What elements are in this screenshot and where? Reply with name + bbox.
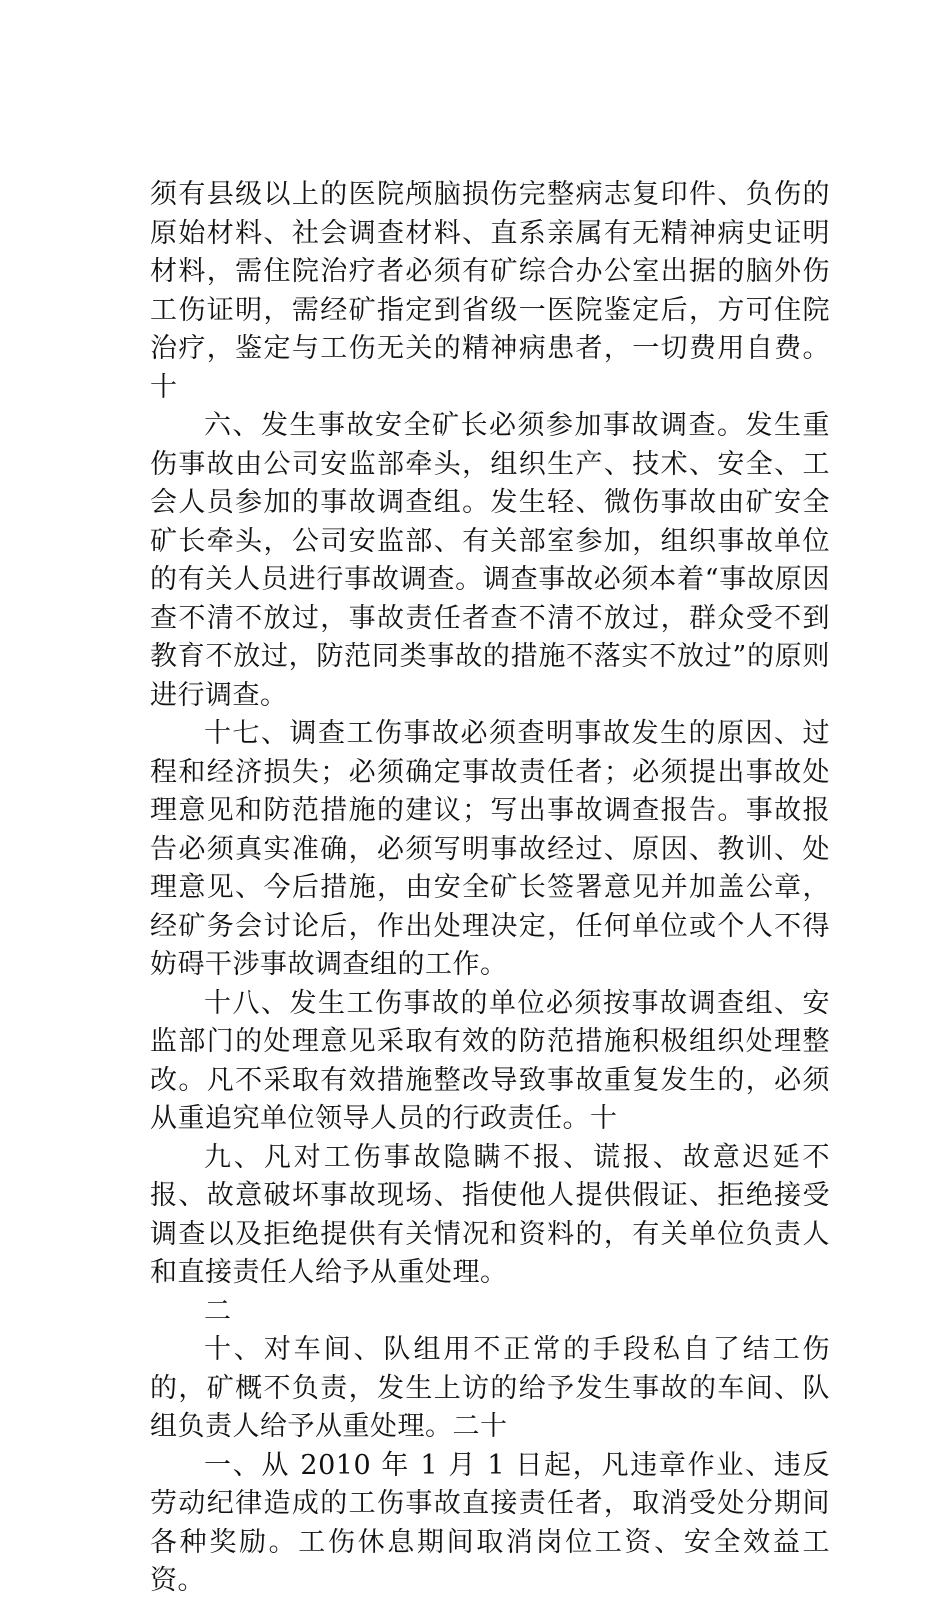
document-body bbox=[150, 176, 830, 1601]
paragraph-article-19: 九、凡对工伤事故隐瞒不报、谎报、故意迟延不报、故意破坏事故现场、指使他人提供假证、拒绝接受调查以及拒绝提供有关情况和资料的，有关单位负责人和直接责任人给予从重处理。 bbox=[150, 1141, 830, 1288]
paragraph-continuation: 须有县级以上的医院颅脑损伤完整病志复印件、负伤的原始材料、社会调查材料、直系亲属有无精神病史证明材料，需住院治疗者必须有矿综合办公室出据的脑外伤工伤证明，需经矿指定到省级一医院鉴定后，方可住院治疗，鉴定与工伤无关的精神病患者，一切费用自费。十 bbox=[150, 179, 830, 403]
paragraph-article-20: 十、对车间、队组用不正常的手段私自了结工伤的，矿概不负责，发生上访的给予发生事故的车间、队组负责人给予从重处理。二十 bbox=[150, 1334, 830, 1442]
paragraph-fragment-two: 二 bbox=[204, 1295, 232, 1327]
paragraph-article-18: 十八、发生工伤事故的单位必须按事故调查组、安监部门的处理意见采取有效的防范措施积极组织处理整改。凡不采取有效措施整改导致事故重复发生的，必须从重追究单位领导人员的行政责任。十 bbox=[150, 987, 830, 1134]
paragraph-article-21: 一、从 2010 年 1 月 1 日起，凡违章作业、违反劳动纪律造成的工伤事故直接责任者，取消受处分期间各种奖励。工伤休息期间取消岗位工资、安全效益工资。 bbox=[150, 1449, 830, 1596]
paragraph-article-17: 十七、调查工伤事故必须查明事故发生的原因、过程和经济损失；必须确定事故责任者；必须提出事故处理意见和防范措施的建议；写出事故调查报告。事故报告必须真实准确，必须写明事故经过、原因、教训、处理意见、今后措施，由安全矿长签署意见并加盖公章，经矿务会讨论后，作出处理决定，任何单位或个人不得妨碍干涉事故调查组的工作。 bbox=[150, 718, 830, 980]
paragraph-article-16: 六、发生事故安全矿长必须参加事故调查。发生重伤事故由公司安监部牵头，组织生产、技术、安全、工会人员参加的事故调查组。发生轻、微伤事故由矿安全矿长牵头，公司安监部、有关部室参加，组织事故单位的有关人员进行事故调查。调查事故必须本着“事故原因查不清不放过，事故责任者查不清不放过，群众受不到教育不放过，防范同类事故的措施不落实不放过”的原则进行调查。 bbox=[150, 410, 830, 711]
